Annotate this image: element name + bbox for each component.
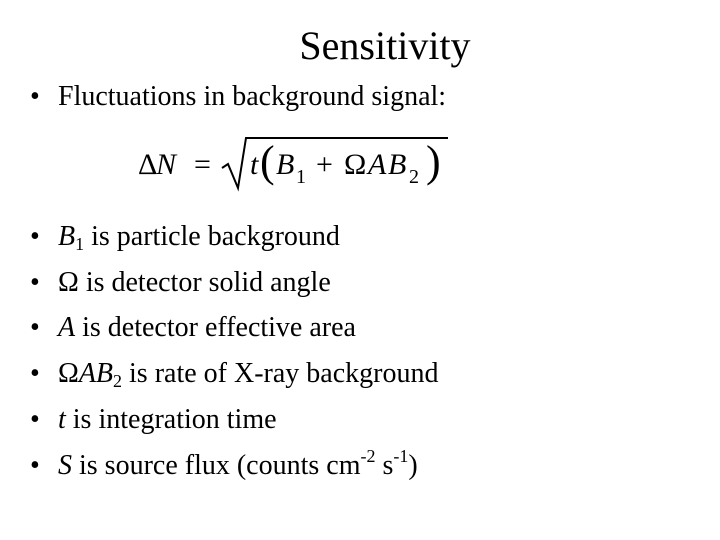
formula-open-paren: ( — [260, 137, 275, 186]
list-item — [30, 220, 340, 254]
item-subscript: 2 — [113, 371, 123, 391]
item-text: is integration time — [65, 404, 277, 435]
formula-n: N — [156, 148, 177, 181]
list-item — [30, 403, 277, 437]
formula-delta: Δ — [138, 148, 158, 181]
formula-equals: = — [194, 148, 211, 181]
bullet-marker: • — [30, 312, 40, 343]
formula-plus: + — [316, 148, 333, 181]
formula-b1: B — [276, 148, 295, 181]
bullet-marker: • — [30, 81, 40, 112]
item-text: s — [375, 450, 394, 481]
formula-a: A — [368, 148, 387, 181]
item-text: is detector solid angle — [78, 267, 331, 298]
formula-b2: B — [388, 148, 407, 181]
intro-text: Fluctuations in background signal: — [58, 81, 447, 112]
item-superscript: -2 — [360, 446, 376, 466]
bullet-marker: • — [30, 450, 40, 481]
noise-formula — [136, 134, 466, 194]
item-text: is particle background — [84, 221, 340, 252]
item-symbol: Ω — [58, 267, 79, 298]
item-symbol: AB — [78, 358, 114, 389]
bullet-marker: • — [30, 358, 40, 389]
item-symbol: t — [58, 404, 66, 435]
list-item — [30, 357, 438, 391]
intro-bullet — [30, 80, 446, 114]
item-symbol: B — [58, 221, 76, 252]
list-item — [30, 266, 331, 300]
formula-b2-sub: 2 — [409, 166, 419, 188]
formula-close-paren: ) — [426, 137, 441, 186]
item-text: ) — [408, 450, 418, 481]
item-text: is detector effective area — [75, 312, 356, 343]
formula-b1-sub: 1 — [296, 166, 306, 188]
item-text: is rate of X-ray background — [122, 358, 439, 389]
formula-t: t — [250, 148, 259, 181]
formula-omega: Ω — [344, 148, 367, 181]
item-text: is source flux (counts cm — [72, 450, 361, 481]
list-item — [30, 311, 356, 345]
bullet-marker: • — [30, 267, 40, 298]
list-item — [30, 446, 418, 483]
slide-title: Sensitivity — [299, 23, 471, 68]
item-symbol: A — [58, 312, 76, 343]
bullet-marker: • — [30, 221, 40, 252]
item-superscript: -1 — [393, 446, 409, 466]
item-symbol: S — [58, 450, 72, 481]
bullet-marker: • — [30, 404, 40, 435]
item-symbol-omega: Ω — [58, 358, 79, 389]
item-subscript: 1 — [75, 234, 85, 254]
